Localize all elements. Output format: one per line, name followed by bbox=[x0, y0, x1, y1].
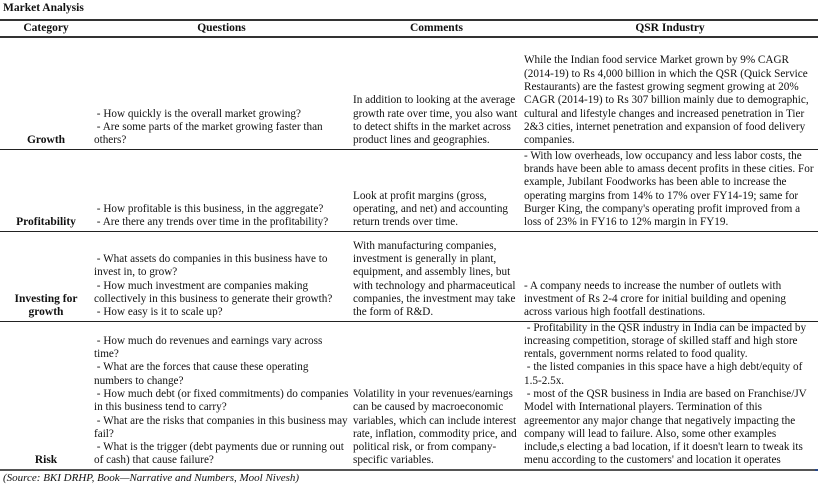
questions-cell bbox=[92, 37, 351, 149]
market-analysis-table bbox=[0, 19, 818, 471]
question-item: - Are there any trends over time in the profitability? bbox=[94, 216, 329, 229]
comments-cell: In addition to looking at the average growth rate over time, you also want to detect shifts in the market across product lines and geographies. bbox=[351, 37, 522, 149]
question-item: - What is the trigger (debt payments due or running out of cash) that cause failure? bbox=[94, 441, 347, 467]
comments-cell: Volatility in your revenues/earnings can be caused by macroeconomic variables, which can include interest rate, inflation, commodity price, and political risk, or from company-specific variables. bbox=[351, 321, 522, 470]
qsr-industry-cell: - A company needs to increase the number of outlets with investment of Rs 2-4 crore for initial building and opening across various high footfall destinations. bbox=[522, 231, 818, 321]
questions-cell bbox=[92, 321, 351, 470]
category-cell: Risk bbox=[0, 321, 92, 470]
question-item: - What are the risks that companies in this business may fail? bbox=[94, 414, 351, 440]
category-cell: Growth bbox=[0, 37, 92, 149]
question-item: - How profitable is this business, in the aggregate? bbox=[94, 202, 324, 215]
source-row bbox=[0, 472, 818, 485]
source-note: (Source: BKI DRHP, Book—Narrative and Numbers, Mool Nivesh) bbox=[3, 471, 300, 484]
cell-resize-handle bbox=[815, 469, 818, 471]
question-item: - Are some parts of the market growing faster than others? bbox=[94, 120, 326, 147]
comments-cell: Look at profit margins (gross, operating, and net) and accounting return trends over time. bbox=[351, 149, 522, 231]
comments-cell: With manufacturing companies, investment is generally in plant, equipment, and assembly lines, but with technology and pharmaceutical companies, the investment may take the form of R&D. bbox=[351, 231, 522, 321]
question-item: - What assets do companies in this business have to invest in, to grow? bbox=[94, 253, 331, 279]
qsr-point: - the listed companies in this space have a high debt/equity of 1.5-2.5x. bbox=[524, 361, 806, 387]
qsr-point: - Profitability in the QSR industry in India can be impacted by increasing competition, storage of skilled staff and high store rentals, government norms related to food quality. bbox=[524, 321, 809, 361]
question-item: - How much debt (or fixed commitments) do companies in this business tend to carry? bbox=[94, 387, 352, 414]
question-item: - How quickly is the overall market growing? bbox=[94, 107, 301, 120]
question-item: - What are the forces that cause these operating numbers to change? bbox=[94, 361, 312, 387]
category-cell: Investing for growth bbox=[0, 231, 92, 321]
table-row-investing-for-growth bbox=[0, 231, 818, 321]
qsr-point: - most of the QSR business in India are based on Franchise/JV Model with International players. Termination of this agreementor any major change that negatively impacting the company will lead to failure. Also, some other examples include,s electing a bad location, if it doesn't learn to tweak its menu according to the customers' and location it operates bbox=[524, 387, 810, 467]
category-cell: Profitability bbox=[0, 149, 92, 231]
table-header-row bbox=[0, 20, 818, 37]
header-comments: Comments bbox=[351, 20, 522, 37]
table-row-profitability bbox=[0, 149, 818, 231]
qsr-industry-cell bbox=[522, 321, 818, 470]
questions-cell bbox=[92, 149, 351, 231]
table-row-growth bbox=[0, 37, 818, 149]
question-item: - How much investment are companies making collectively in this business to generate their growth? bbox=[94, 279, 333, 305]
question-item: - How much do revenues and earnings vary across time? bbox=[94, 334, 326, 361]
qsr-industry-cell: - With low overheads, low occupancy and less labor costs, the brands have been able to amass decent profits in these cities. For example, Jubilant Foodworks has been able to increase the operating margins from 14% to 17% over FY14-19; same for Burger King, the company's operating profit improved from a loss of 23% in FY16 to 12% margin in FY19. bbox=[522, 149, 818, 231]
header-category: Category bbox=[0, 20, 92, 37]
qsr-industry-cell: While the Indian food service Market grown by 9% CAGR (2014-19) to Rs 4,000 billion in which the QSR (Quick Service Restaurants) are the fastest growing segment growing at 20% CAGR (2014-19) to Rs 307 billion mainly due to demographic, cultural and lifestyle changes and increased penetration in Tier 2&3 cities, internet penetration and expansion of food delivery companies. bbox=[522, 37, 818, 149]
questions-cell bbox=[92, 231, 351, 321]
header-qsr-industry: QSR Industry bbox=[522, 20, 818, 37]
table-row-risk bbox=[0, 321, 818, 470]
page-title: Market Analysis bbox=[3, 2, 84, 14]
question-item: - How easy is it to scale up? bbox=[94, 306, 223, 319]
header-questions: Questions bbox=[92, 20, 351, 37]
